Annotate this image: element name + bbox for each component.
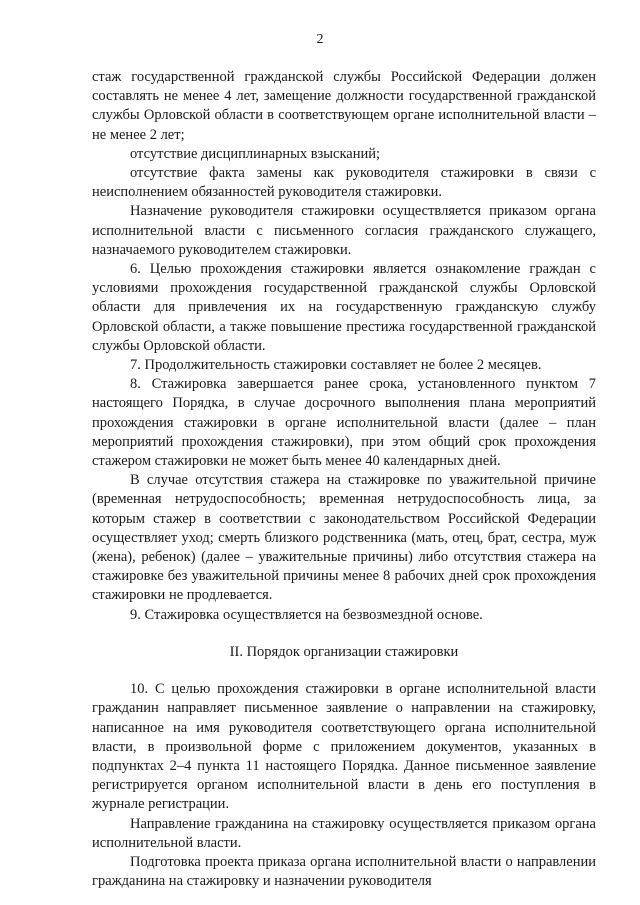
document-body <box>92 68 596 891</box>
paragraph-order-preparation: Подготовка проекта приказа органа исполнительной власти о направлении гражданина на стажировку и назначении руководителя <box>92 853 596 890</box>
paragraph-no-disciplinary: отсутствие дисциплинарных взысканий; <box>130 145 381 162</box>
section-heading: II. Порядок организации стажировки <box>229 643 459 660</box>
paragraph-item-6: 6. Целью прохождения стажировки является ознакомление граждан с условиями прохождения государственной гражданской службы Орловской области для привлечения их на государственную гражданскую службу Орловской области, а также повышение престижа государственной гражданской службы Орловской области. <box>92 261 596 354</box>
paragraph-no-replacement: отсутствие факта замены как руководителя стажировки в связи с неисполнением обязанностей руководителя стажировки. <box>92 165 596 201</box>
paragraph-absence: В случае отсутствия стажера на стажировке по уважительной причине (временная нетрудоспособность; временная нетрудоспособность лица, за которым стажер в соответствии с законодательством Российской Федерации осуществляет уход; смерть близкого родственника (мать, отец, брат, сестра, муж (жена), ребенок) (далее – уважительные причины) либо отсутствия стажера на стажировке без уважительной причины менее 8 рабочих дней срок прохождения стажировки не продлевается. <box>92 472 596 604</box>
paragraph-item-8: 8. Стажировка завершается ранее срока, установленного пунктом 7 настоящего Порядка, в случае досрочного выполнения плана мероприятий прохождения стажировки в органе исполнительной власти (далее – план мероприятий прохождения стажировки), при этом общий срок прохождения стажером стажировки не может быть менее 40 календарных дней. <box>92 376 596 470</box>
paragraph-item-10: 10. С целью прохождения стажировки в органе исполнительной власти гражданин направляет письменное заявление о направлении на стажировку, написанное на имя руководителя соответствующего органа исполнительной власти, в произвольной форме с приложением документов, указанных в подпунктах 2–4 пункта 11 настоящего Порядка. Данное письменное заявление регистрируется органом исполнительной власти в день его поступления в журнале регистрации. <box>92 681 596 813</box>
paragraph-supervisor-appointment: Назначение руководителя стажировки осуществляется приказом органа исполнительной власти с письменного согласия гражданского служащего, назначаемого руководителем стажировки. <box>92 203 596 258</box>
paragraph-item-7: 7. Продолжительность стажировки составляет не более 2 месяцев. <box>130 357 542 374</box>
page-number: 2 <box>316 32 324 47</box>
paragraph-order-direction: Направление гражданина на стажировку осуществляется приказом органа исполнительной власти. <box>92 815 596 851</box>
paragraph-item-9: 9. Стажировка осуществляется на безвозмездной основе. <box>130 606 483 623</box>
paragraph-experience-requirement: стаж государственной гражданской службы Российской Федерации должен составлять не менее 4 лет, замещение должности государственной гражданской службы Орловской области в соответствующем органе исполнительной власти – не менее 2 лет; <box>92 69 596 143</box>
